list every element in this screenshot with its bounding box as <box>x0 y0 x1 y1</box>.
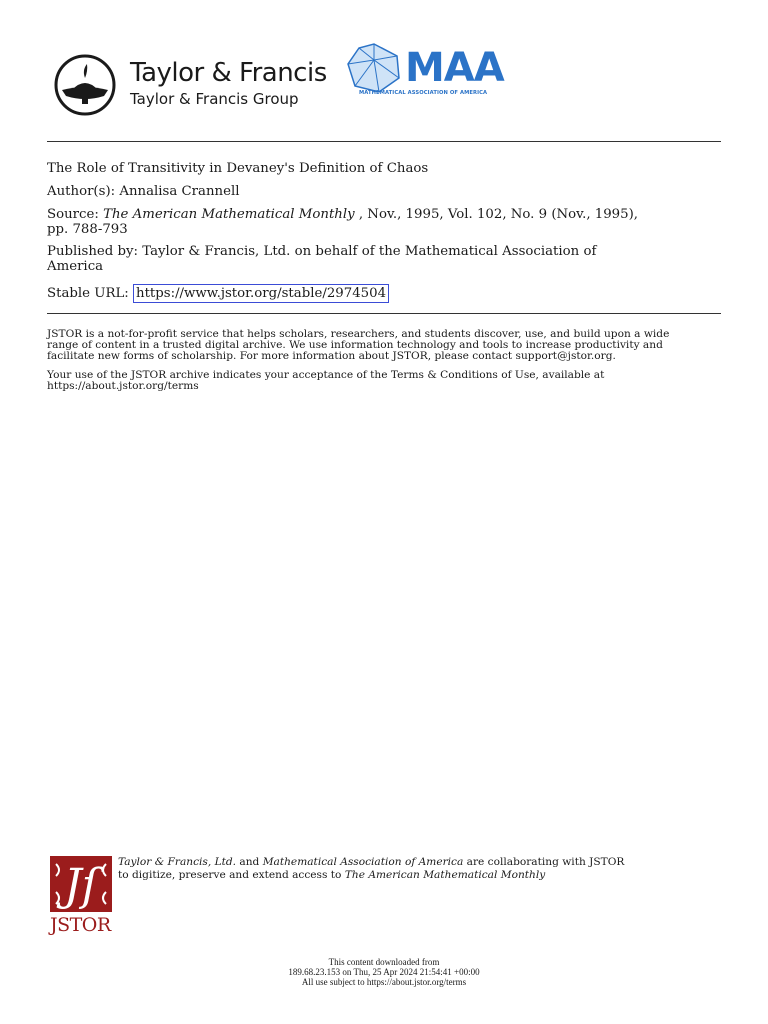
stable-url-line <box>47 286 721 301</box>
notice-line: range of content in a trusted digital archive. We use information technology and tools to increase productivity and <box>47 339 663 351</box>
publisher-name: Taylor & Francis <box>130 58 327 88</box>
published-line <box>47 244 721 274</box>
top-divider <box>47 141 721 142</box>
jstor-wordmark: JSTOR <box>50 914 111 936</box>
collab-journal: The American Mathematical Monthly <box>344 869 546 881</box>
source-line <box>47 207 721 237</box>
article-title: The Role of Transitivity in Devaney's Definition of Chaos <box>47 161 429 176</box>
notice-line: JSTOR is a not-for-profit service that helps scholars, researchers, and students discover, use, and build upon a wide <box>47 328 670 340</box>
jstor-notice-paragraph <box>47 329 721 362</box>
polyhedron-icon <box>345 42 403 94</box>
mid-divider <box>47 313 721 314</box>
download-footer <box>184 957 584 987</box>
footer-line: 189.68.23.153 on Thu, 25 Apr 2024 21:54:41 +00:00 <box>288 967 480 977</box>
published-by: Taylor & Francis, Ltd. on behalf of the Mathematical Association of <box>142 244 597 259</box>
collab-text-2: to digitize, preserve and extend access to <box>118 869 345 881</box>
jstor-terms-paragraph <box>47 370 721 392</box>
collaboration-statement <box>118 856 718 882</box>
svg-text:Jſ: Jſ <box>64 860 98 911</box>
collab-text: are collaborating with JSTOR <box>463 856 625 868</box>
collab-and: and <box>236 856 263 868</box>
author-label: Author(s): <box>47 184 116 199</box>
maa-full-name: MATHEMATICAL ASSOCIATION OF AMERICA <box>359 90 488 96</box>
terms-url[interactable]: https://about.jstor.org/terms <box>47 380 199 392</box>
collab-publisher: Taylor & Francis, Ltd. <box>118 856 237 868</box>
source-journal: The American Mathematical Monthly <box>103 207 355 222</box>
footer-line: All use subject to https://about.jstor.org/terms <box>301 977 467 987</box>
maa-logo <box>345 42 504 102</box>
published-by-cont: America <box>47 259 104 274</box>
notice-line: facilitate new forms of scholarship. For more information about JSTOR, please contact support@jstor.org. <box>47 350 616 362</box>
source-details: , Nov., 1995, Vol. 102, No. 9 (Nov., 1995), <box>354 207 639 222</box>
stable-url-link[interactable]: https://www.jstor.org/stable/2974504 <box>133 284 389 303</box>
collab-society: Mathematical Association of America <box>262 856 464 868</box>
publisher-group: Taylor & Francis Group <box>130 90 299 108</box>
author-name: Annalisa Crannell <box>119 184 240 199</box>
published-label: Published by: <box>47 244 139 259</box>
jstor-logo <box>50 856 114 936</box>
footer-line: This content downloaded from <box>328 957 440 967</box>
terms-line: Your use of the JSTOR archive indicates your acceptance of the Terms & Conditions of Use, available at <box>47 369 605 381</box>
source-label: Source: <box>47 207 99 222</box>
jstor-emblem-icon <box>50 856 112 912</box>
source-pages: pp. 788-793 <box>47 222 128 237</box>
stable-url-label: Stable URL: <box>47 286 129 301</box>
author-line <box>47 184 721 199</box>
taylor-francis-logo <box>52 52 342 120</box>
maa-acronym: MAA <box>405 45 504 91</box>
oil-lamp-icon <box>52 54 118 116</box>
